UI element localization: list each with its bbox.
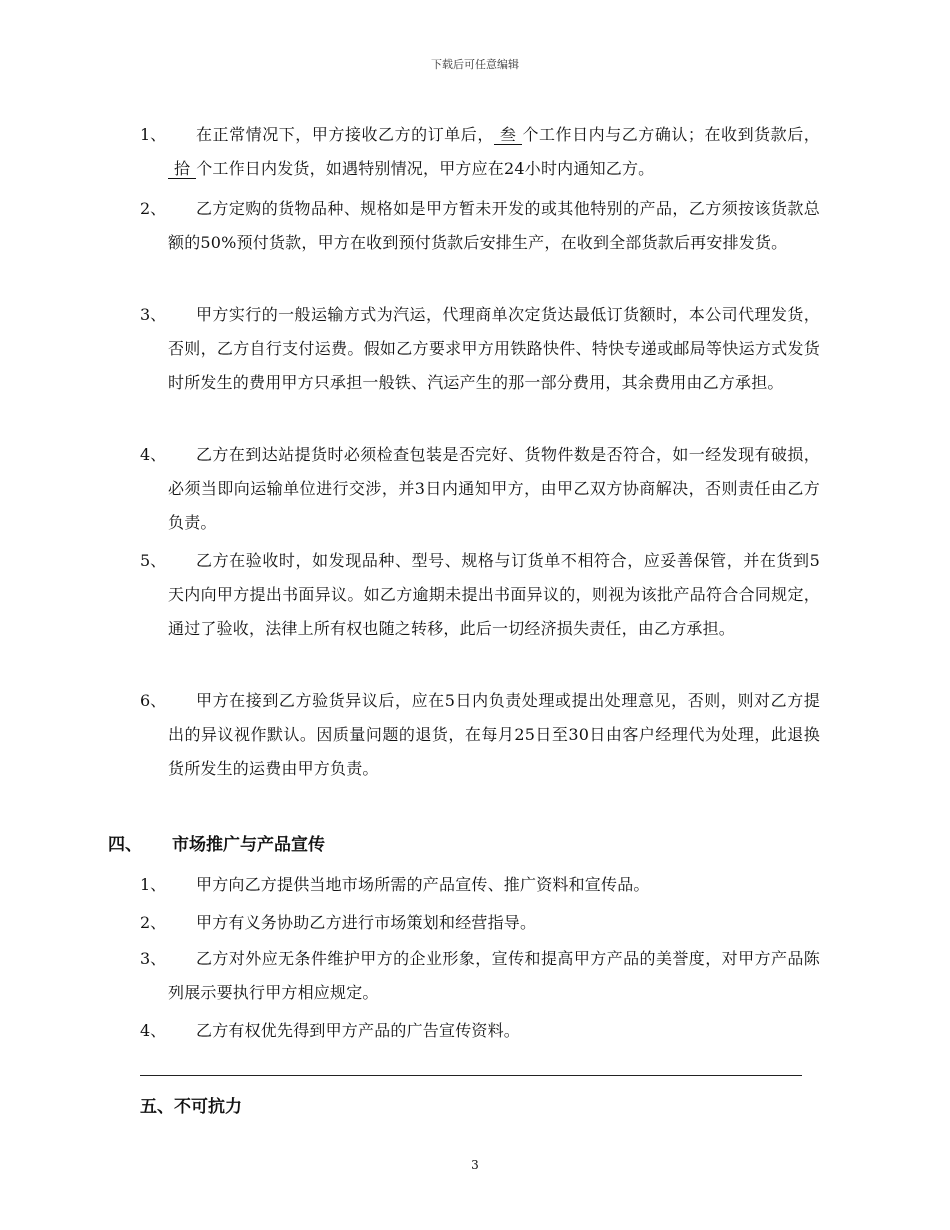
item-number: 5、 [140,551,167,570]
item-number: 3、 [140,949,167,968]
horizontal-rule [140,1075,802,1076]
item-text: 在正常情况下，甲方接收乙方的订单后， 叁 个工作日内与乙方确认；在收到货款后，拾 个工作日内发货，如遇特别情况，甲方应在24小时内通知乙方。 [168,118,820,186]
item-number: 2、 [140,199,167,218]
page-number: 3 [471,1158,479,1172]
page-header: 下载后可任意编辑 [431,58,519,71]
underlined-fill: 拾 [168,160,196,179]
section-title: 五、不可抗力 [140,1097,242,1117]
item-text: 乙方有权优先得到甲方产品的广告宣传资料。 [196,1021,521,1040]
item-number: 6、 [140,691,167,710]
item-number: 2、 [140,913,167,932]
item-number: 4、 [140,1021,167,1040]
item-number: 4、 [140,445,167,464]
item-text: 乙方定购的货物品种、规格如是甲方暂未开发的或其他特别的产品，乙方须按该货款总额的50%预付货款，甲方在收到预付货款后安排生产，在收到全部货款后再安排发货。 [168,199,820,252]
item-number: 3、 [140,305,167,324]
item-text: 甲方有义务协助乙方进行市场策划和经营指导。 [196,913,537,932]
item-text: 甲方向乙方提供当地市场所需的产品宣传、推广资料和宣传品。 [196,875,650,894]
item-number: 1、 [140,875,167,894]
section-number: 四、 [108,835,142,855]
section-title: 市场推广与产品宣传 [172,835,325,855]
item-text: 乙方在验收时，如发现品种、型号、规格与订货单不相符合，应妥善保管，并在货到5天内向甲方提出书面异议。如乙方逾期未提出书面异议的，则视为该批产品符合合同规定，通过了验收，法律上所有权也随之转移，此后一切经济损失责任，由乙方承担。 [168,551,820,638]
item-text: 乙方在到达站提货时必须检查包装是否完好、货物件数是否符合，如一经发现有破损，必须当即向运输单位进行交涉，并3日内通知甲方，由甲乙双方协商解决，否则责任由乙方负责。 [168,445,820,532]
item-text: 甲方在接到乙方验货异议后，应在5日内负责处理或提出处理意见，否则，则对乙方提出的异议视作默认。因质量问题的退货，在每月25日至30日由客户经理代为处理，此退换货所发生的运费由甲方负责。 [168,691,820,778]
item-text: 甲方实行的一般运输方式为汽运，代理商单次定货达最低订货额时，本公司代理发货，否则，乙方自行支付运费。假如乙方要求甲方用铁路快件、特快专递或邮局等快运方式发货时所发生的费用甲方只承担一般铁、汽运产生的那一部分费用，其余费用由乙方承担。 [168,305,820,392]
item-text: 乙方对外应无条件维护甲方的企业形象，宣传和提高甲方产品的美誉度，对甲方产品陈列展示要执行甲方相应规定。 [168,949,820,1002]
item-number: 1、 [140,125,167,144]
underlined-fill: 叁 [494,126,522,145]
